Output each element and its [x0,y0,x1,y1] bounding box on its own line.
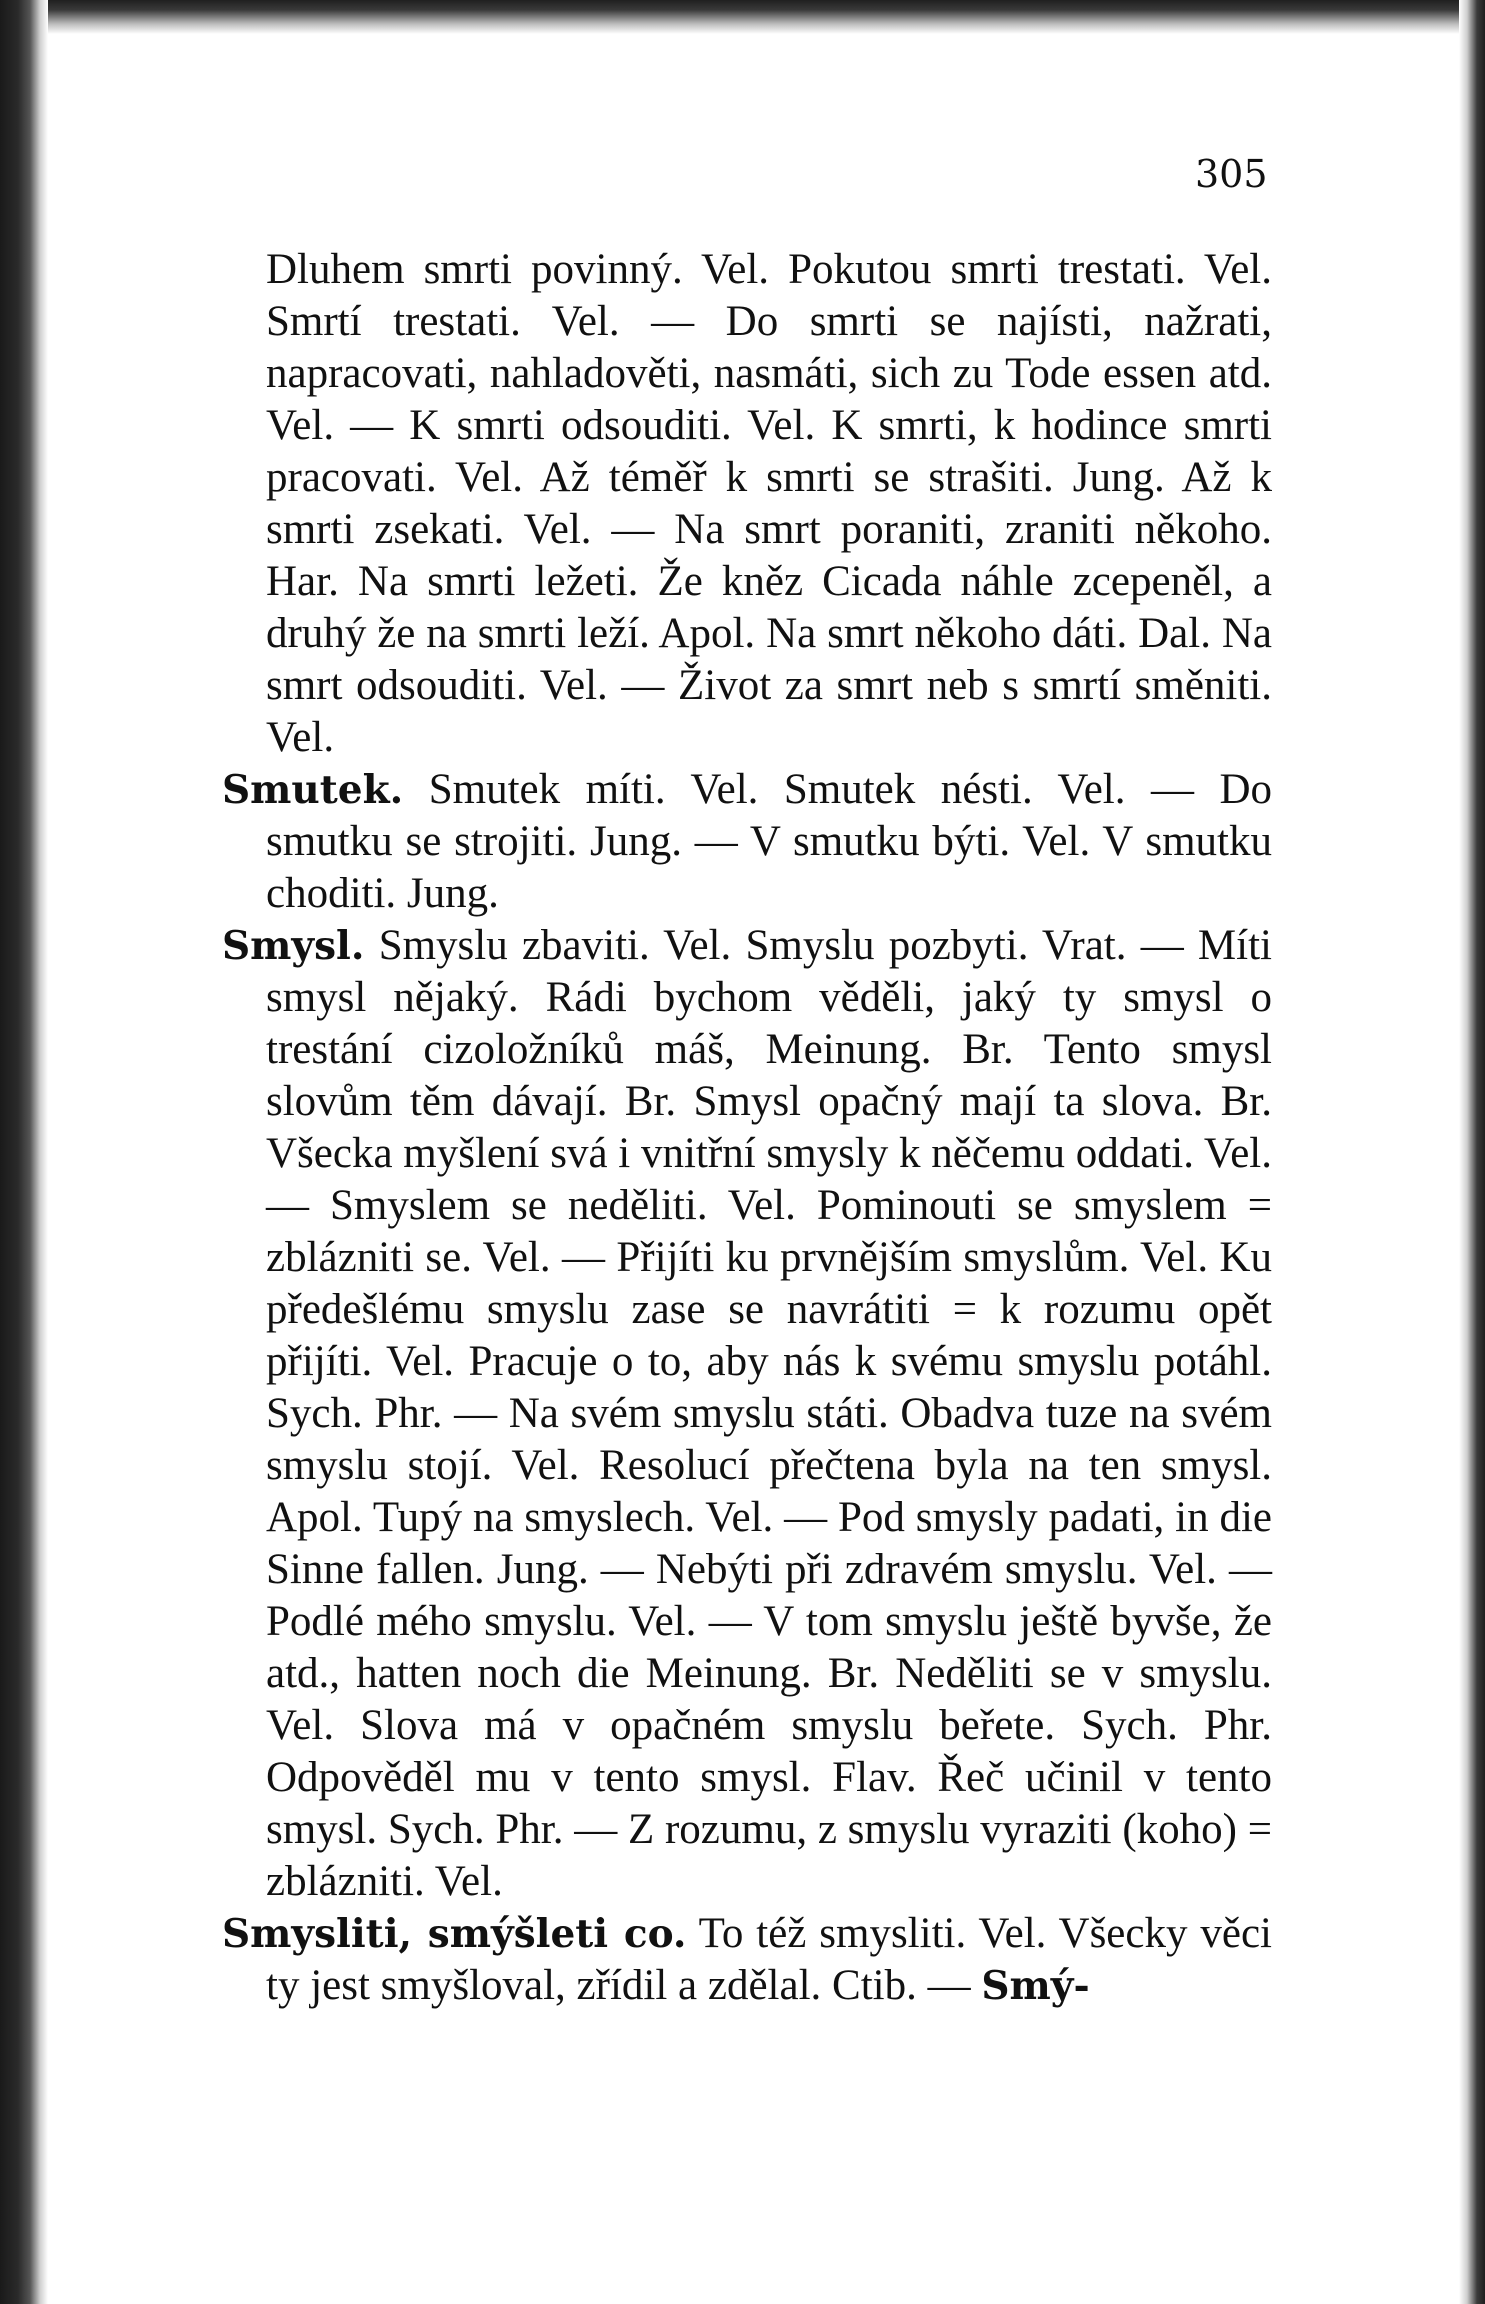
entry-headword: Smutek. [222,767,404,813]
entry-smutek [222,764,1272,920]
scan-right-edge [1459,0,1485,2304]
entry-body: Smutek míti. Vel. Smutek nésti. Vel. — Do smutku se strojiti. Jung. — V smutku býti. Vel. V smutku choditi. Jung. [266,766,1272,917]
entry-headword: Smysliti, smýšleti co. [222,1911,687,1957]
page-number: 305 [1195,152,1268,196]
entry-body: To též smysliti. Vel. Všecky věci ty jest smyšloval, zřídil a zdělal. Ctib. — [266,1910,1272,2009]
entry-next-headword-fragment: Smý- [981,1963,1090,2009]
entry-smysliti [222,1908,1272,2012]
scan-binding-edge [0,0,48,2304]
entry-smysl [222,920,1272,1908]
dictionary-text-block [222,244,1272,2012]
entry-continuation-smrt: Dluhem smrti povinný. Vel. Pokutou smrti trestati. Vel. Smrtí trestati. Vel. — Do smrti se najísti, nažrati, napracovati, nahladověti, nasmáti, sich zu Tode essen atd. Vel. — K smrti odsouditi. Vel. K smrti, k hodince smrti pracovati. Vel. Až téměř k smrti se strašiti. Jung. Až k smrti zsekati. Vel. — Na smrt poraniti, zraniti někoho. Har. Na smrti ležeti. Že kněz Cicada náhle zcepeněl, a druhý že na smrti leží. Apol. Na smrt někoho dáti. Dal. Na smrt odsouditi. Vel. — Život za smrt neb s smrtí směniti. Vel. [266,246,1272,761]
entry-headword: Smysl. [222,923,365,969]
scan-top-shadow [0,0,1485,34]
entry-body: Smyslu zbaviti. Vel. Smyslu pozbyti. Vrat. — Míti smysl nějaký. Rádi bychom věděli, jaký ty smysl o trestání cizoložníků máš, Meinung. Br. Tento smysl slovům těm dávají. Br. Smysl opačný mají ta slova. Br. Všecka myšlení svá i vnitřní smysly k něčemu oddati. Vel. — Smyslem se neděliti. Vel. Pominouti se smyslem = zblázniti se. Vel. — Přijíti ku prvnějším smyslům. Vel. Ku předešlému smyslu zase se navrátiti = k rozumu opět přijíti. Vel. Pracuje o to, aby nás k svému smyslu potáhl. Sych. Phr. — Na svém smyslu státi. Obadva tuze na svém smyslu stojí. Vel. Resolucí přečtena byla na ten smysl. Apol. Tupý na smyslech. Vel. — Pod smysly padati, in die Sinne fallen. Jung. — Nebýti při zdravém smyslu. Vel. — Podlé mého smyslu. Vel. — V tom smyslu ještě byvše, že atd., hatten noch die Meinung. Br. Neděliti se v smyslu. Vel. Slova má v opačném smyslu beřete. Sych. Phr. Odpověděl mu v tento smysl. Flav. Řeč učinil v tento smysl. Sych. Phr. — Z rozumu, z smyslu vyraziti (koho) = zblázniti. Vel. [266,922,1273,1905]
